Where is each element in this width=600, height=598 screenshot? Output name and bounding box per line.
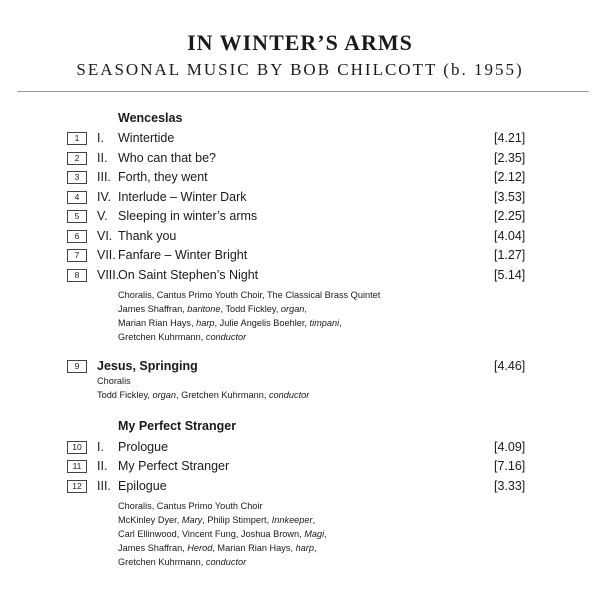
track-title: Wintertide: [118, 131, 175, 145]
credit-line: Todd Fickley, organ, Gretchen Kuhrmann, conductor: [97, 390, 310, 400]
movement-numeral: I.: [97, 131, 104, 145]
section-heading-my-perfect-stranger: My Perfect Stranger: [118, 419, 237, 433]
credit-line: Gretchen Kuhrmann, conductor: [118, 557, 247, 567]
track-title: Interlude – Winter Dark: [118, 190, 247, 204]
track-duration: [3.33]: [494, 479, 526, 493]
credit-line: Gretchen Kuhrmann, conductor: [118, 332, 247, 342]
track-duration: [2.25]: [494, 209, 526, 223]
track-number: 9: [67, 360, 87, 373]
credit-line: James Shaffran, baritone, Todd Fickley, organ,: [118, 304, 307, 314]
track-title: My Perfect Stranger: [118, 459, 230, 473]
track-number: 2: [67, 152, 87, 165]
track-title: On Saint Stephen’s Night: [118, 268, 259, 282]
divider: [17, 91, 589, 92]
movement-numeral: VIII.: [97, 268, 120, 282]
movement-numeral: IV.: [97, 190, 112, 204]
track-number: 12: [67, 480, 87, 493]
track-duration: [4.21]: [494, 131, 526, 145]
album-title: IN WINTER’S ARMS: [187, 30, 413, 55]
credit-line: Carl Ellinwood, Vincent Fung, Joshua Brown, Magi,: [118, 529, 327, 539]
track-number: 11: [67, 460, 87, 473]
performer-credits: [118, 288, 380, 344]
movement-numeral: III.: [97, 479, 111, 493]
movement-numeral: VII.: [97, 248, 116, 262]
credit-line: Choralis, Cantus Primo Youth Choir: [118, 501, 263, 511]
credit-line: McKinley Dyer, Mary, Philip Stimpert, Innkeeper,: [118, 515, 316, 525]
track-duration: [7.16]: [494, 459, 526, 473]
track-row: [0, 151, 600, 169]
track-number: 7: [67, 249, 87, 262]
track-title: Jesus, Springing: [97, 359, 198, 373]
track-row: [0, 131, 600, 149]
track-duration: [5.14]: [494, 268, 526, 282]
credit-line: Choralis: [97, 376, 131, 386]
track-duration: [3.53]: [494, 190, 526, 204]
performer-credits: [118, 499, 327, 569]
track-number: 8: [67, 269, 87, 282]
track-duration: [2.12]: [494, 170, 526, 184]
credit-line: James Shaffran, Herod, Marian Rian Hays, harp,: [118, 543, 317, 553]
movement-numeral: V.: [97, 209, 108, 223]
track-row: [0, 440, 600, 458]
track-title: Who can that be?: [118, 151, 216, 165]
movement-numeral: II.: [97, 459, 108, 473]
section-heading-wenceslas: Wenceslas: [118, 111, 183, 125]
track-title: Forth, they went: [118, 170, 208, 184]
track-duration: [4.46]: [494, 359, 526, 373]
album-subtitle: SEASONAL MUSIC BY BOB CHILCOTT (b. 1955): [76, 60, 524, 79]
movement-numeral: III.: [97, 170, 111, 184]
track-row: [0, 248, 600, 266]
track-title: Fanfare – Winter Bright: [118, 248, 248, 262]
track-row: [0, 479, 600, 497]
track-title: Sleeping in winter’s arms: [118, 209, 258, 223]
movement-numeral: I.: [97, 440, 104, 454]
track-title: Epilogue: [118, 479, 167, 493]
track-row: [0, 170, 600, 188]
track-duration: [4.04]: [494, 229, 526, 243]
track-duration: [2.35]: [494, 151, 526, 165]
credit-line: Marian Rian Hays, harp, Julie Angelis Boehler, timpani,: [118, 318, 342, 328]
track-row: [0, 209, 600, 227]
credit-line: Choralis, Cantus Primo Youth Choir, The Classical Brass Quintet: [118, 290, 381, 300]
track-number: 10: [67, 441, 87, 454]
track-number: 1: [67, 132, 87, 145]
track-row: [0, 229, 600, 247]
track-title: Prologue: [118, 440, 169, 454]
track-duration: [1.27]: [494, 248, 526, 262]
performer-credits: [97, 374, 309, 402]
track-row: [0, 268, 600, 286]
track-title: Thank you: [118, 229, 177, 243]
track-row: [0, 459, 600, 477]
track-number: 6: [67, 230, 87, 243]
movement-numeral: II.: [97, 151, 108, 165]
track-number: 4: [67, 191, 87, 204]
track-duration: [4.09]: [494, 440, 526, 454]
track-number: 5: [67, 210, 87, 223]
track-number: 3: [67, 171, 87, 184]
movement-numeral: VI.: [97, 229, 113, 243]
track-row: [0, 190, 600, 208]
